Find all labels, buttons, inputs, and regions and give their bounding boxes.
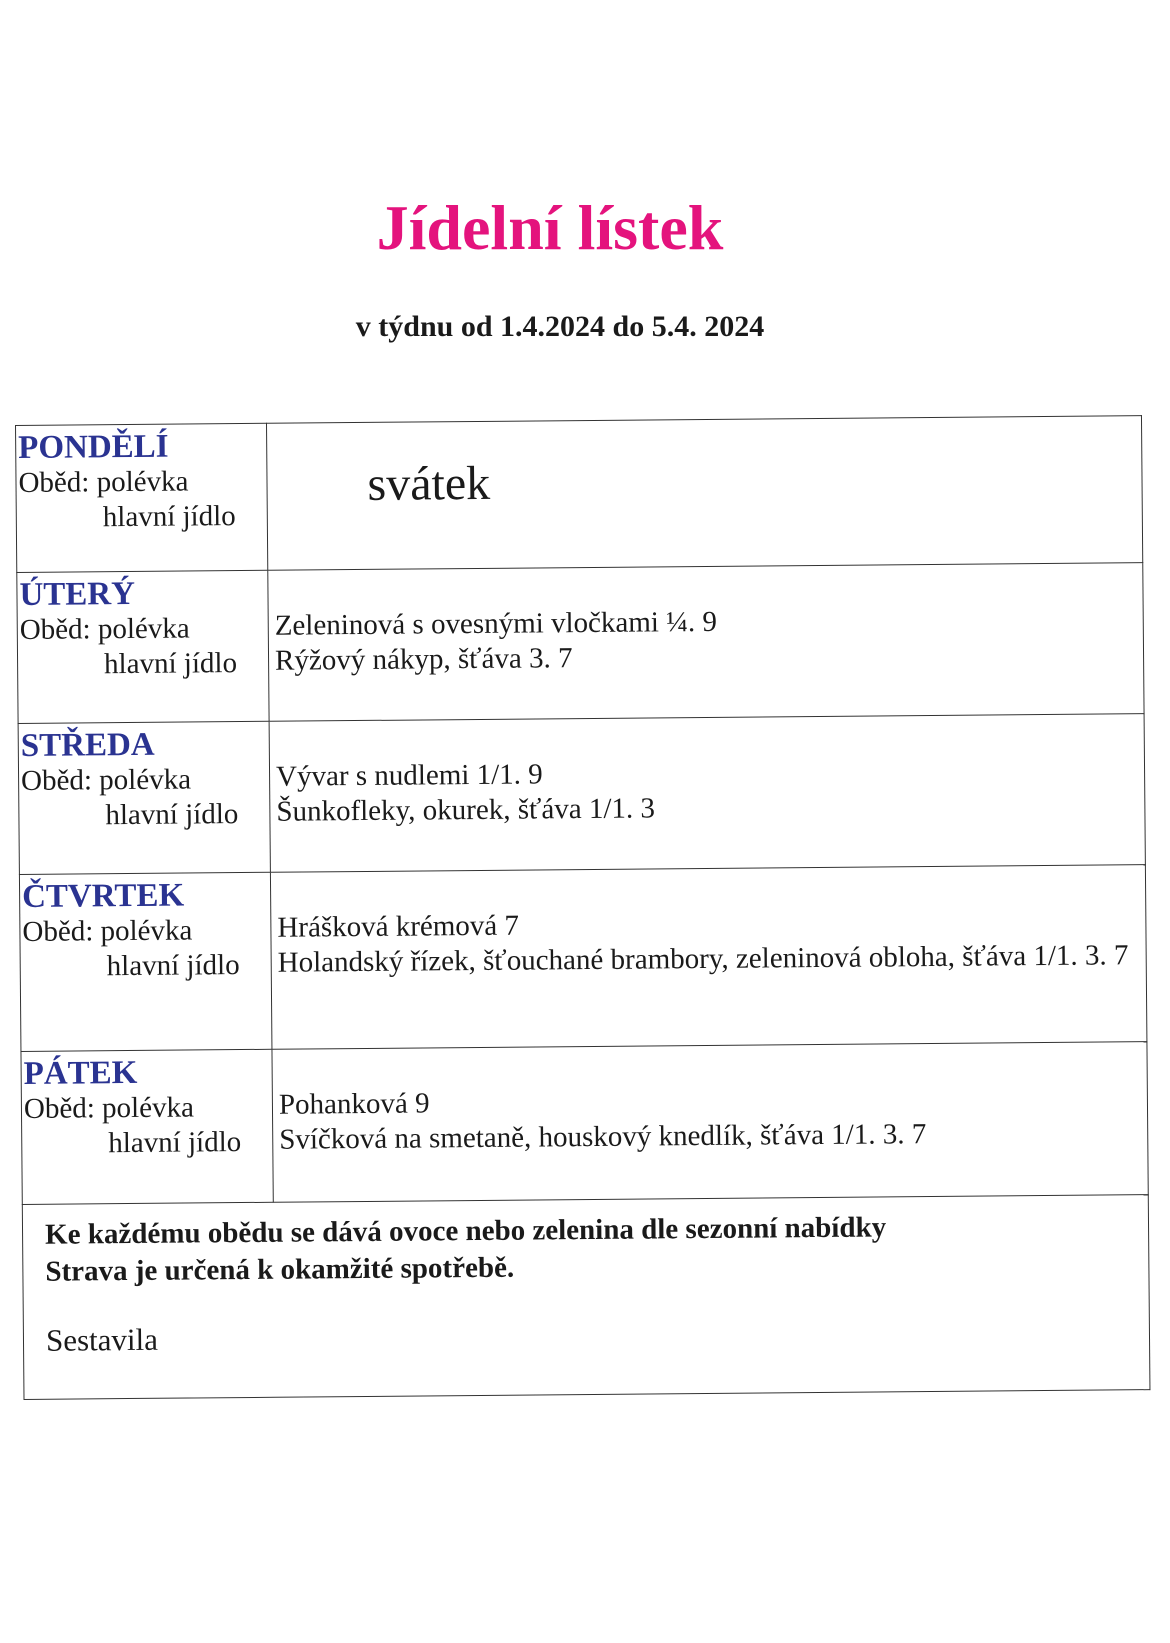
lunch-soup-label: Oběd: polévka	[20, 763, 192, 797]
day-name: ÚTERÝ	[19, 575, 136, 613]
lunch-soup-label: Oběd: polévka	[22, 914, 193, 948]
lunch-soup-label: Oběd: polévka	[18, 465, 189, 499]
day-name: STŘEDA	[20, 726, 155, 764]
page-title: Jídelní lístek	[376, 192, 724, 263]
menu-row-thursday	[19, 865, 1147, 1052]
soup-text: Zeleninová s ovesnými vločkami ¼. 9	[274, 605, 718, 642]
meal-cell-tuesday	[268, 563, 1144, 722]
day-cell-wednesday	[18, 721, 270, 874]
main-dish-text: Rýžový nákyp, šťáva 3. 7	[274, 642, 573, 677]
main-dish-text: Holandský řízek, šťouchané brambory, zeleninová obloha, šťáva 1/1. 3. 7	[277, 939, 1129, 979]
soup-text: Vývar s nudlemi 1/1. 9	[275, 758, 543, 793]
lunch-soup-label: Oběd: polévka	[19, 612, 190, 646]
menu-row-tuesday	[17, 563, 1144, 724]
menu-footer-row	[22, 1195, 1150, 1400]
main-dish-label: hlavní jídlo	[103, 647, 238, 681]
day-cell-monday	[16, 423, 268, 572]
lunch-soup-label: Oběd: polévka	[23, 1091, 195, 1125]
day-cell-tuesday	[17, 570, 269, 723]
main-dish-label: hlavní jídlo	[108, 1126, 242, 1160]
menu-row-wednesday	[18, 714, 1145, 875]
day-name: PÁTEK	[23, 1054, 138, 1092]
main-dish-label: hlavní jídlo	[105, 798, 239, 832]
day-cell-friday	[21, 1049, 273, 1204]
week-range-subtitle: v týdnu od 1.4.2024 do 5.4. 2024	[355, 310, 765, 343]
meal-cell-friday	[272, 1042, 1148, 1203]
menu-row-monday	[16, 416, 1143, 573]
compiled-by-label: Sestavila	[45, 1321, 159, 1358]
main-dish-label: hlavní jídlo	[106, 949, 240, 983]
consumption-note: Strava je určená k okamžité spotřebě.	[45, 1251, 515, 1288]
footer-cell	[22, 1195, 1150, 1400]
main-dish-label: hlavní jídlo	[102, 500, 236, 534]
day-cell-thursday	[19, 872, 272, 1051]
main-dish-text: Šunkofleky, okurek, šťáva 1/1. 3	[276, 792, 656, 828]
menu-row-friday	[21, 1042, 1148, 1205]
day-name: ČTVRTEK	[21, 877, 185, 915]
meal-cell-thursday	[270, 865, 1147, 1050]
soup-text: Pohanková 9	[278, 1087, 430, 1121]
day-name: PONDĚLÍ	[18, 428, 169, 466]
fruit-vegetable-note: Ke každému obědu se dává ovoce nebo zelenina dle sezonní nabídky	[44, 1211, 887, 1251]
weekly-menu-table	[15, 415, 1150, 1400]
holiday-cell-monday	[266, 416, 1142, 571]
holiday-text: svátek	[367, 456, 491, 511]
meal-cell-wednesday	[269, 714, 1145, 873]
main-dish-text: Svíčková na smetaně, houskový knedlík, šťáva 1/1. 3. 7	[279, 1118, 927, 1156]
soup-text: Hrášková krémová 7	[277, 909, 520, 944]
